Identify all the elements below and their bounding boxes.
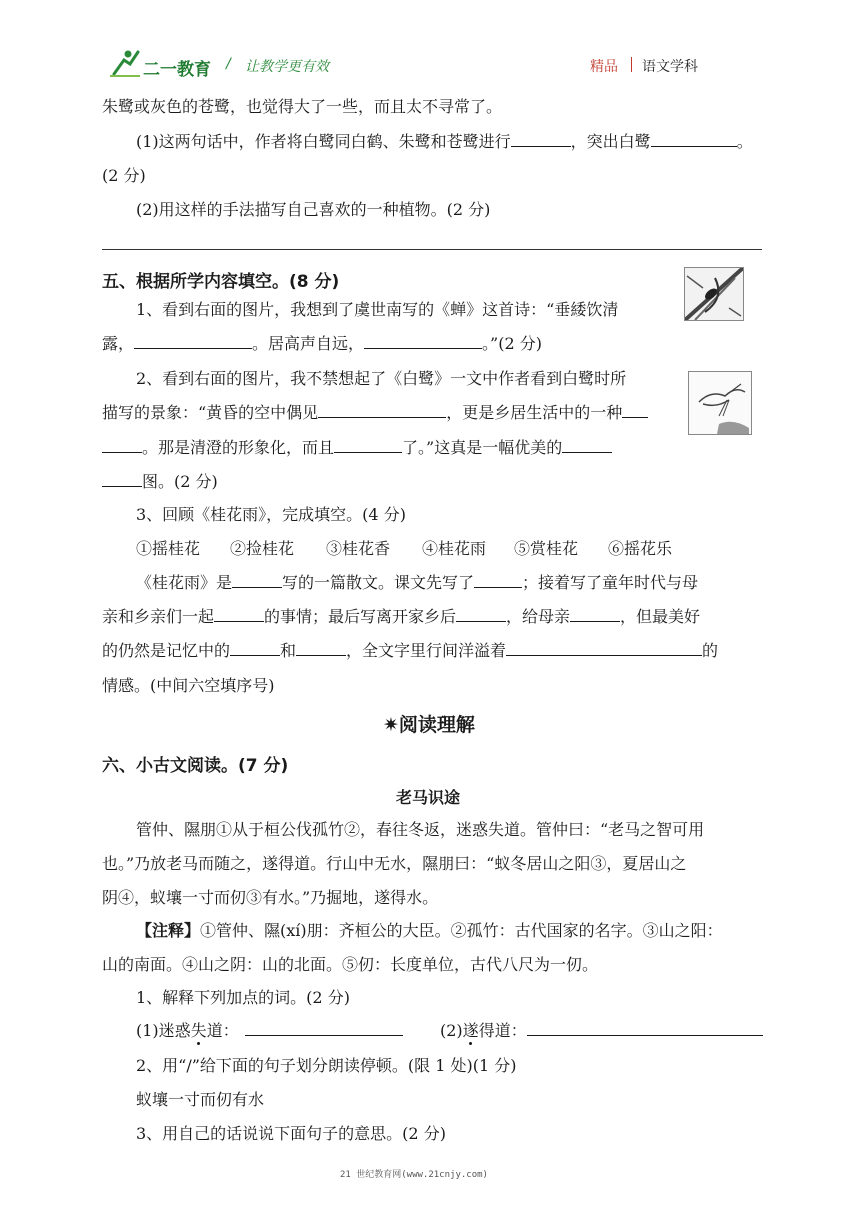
blank [364,334,482,349]
option-item: ⑥摇花乐 [608,539,673,558]
blank [570,607,620,622]
blank [562,438,612,453]
question-line: 1、解释下列加点的词。(2 分) [136,988,350,1007]
score-line: (2 分) [102,166,146,185]
question-line: 。那是清澄的形象化，而且 了。”这真是一幅优美的 [102,438,612,458]
logo-text: 二一教育 [143,60,211,80]
subject-label: 语文学科 [642,59,698,75]
slogan-separator: / [226,56,231,72]
question-line: 露， 。居高声自远， 。”(2 分) [102,334,542,353]
blank [506,641,702,656]
annotation-label: 【注释】 [136,921,201,940]
option-item: ④桂花雨 [422,539,487,558]
blank [622,403,648,418]
text-line: 朱鹭或灰色的苍鹭，也觉得大了一些，而且太不寻常了。 [102,97,503,116]
blank [232,573,282,588]
blank [456,607,506,622]
question-line: (1)迷惑失道： [136,1021,403,1041]
option-item: ⑤赏桂花 [514,539,579,558]
section-title: 五、根据所学内容填空。(8 分) [102,272,340,292]
question-line: 《桂花雨》是 写的一篇散文。课文先写了 ；接着写了童年时代与母 [136,573,699,592]
annotation-line: 山的南面。④山之阴：山的北面。⑤仞：长度单位，古代八尺为一仞。 [102,955,599,974]
blank [102,438,142,453]
cicada-image [684,267,744,321]
writing-line [102,249,762,250]
answer-blank [527,1021,763,1036]
blank [230,641,280,656]
dotted-char: 遂 [462,1021,479,1040]
question-line: (1)这两句话中，作者将白鹭同白鹤、朱鹭和苍鹭进行 ，突出白鹭 。 [136,132,753,151]
logo-icon [108,48,142,78]
badge-premium: 精品 [590,59,618,75]
question-line: 2、用“/”给下面的句子划分朗读停顿。(限 1 处)(1 分) [136,1056,517,1075]
blank [474,573,522,588]
story-paragraph: 也。”乃放老马而随之，遂得道。行山中无水，隰朋曰：“蚁冬居山之阳③，夏居山之 [102,854,687,873]
blank [511,132,571,147]
question-line: 情感。(中间六空填序号) [102,676,275,695]
blank [102,472,142,487]
option-list [136,539,672,559]
blank [214,607,264,622]
blank [651,132,737,147]
blank [318,403,446,418]
annotation-line: 【注释】①管仲、隰(xí)朋：齐桓公的大臣。②孤竹：古代国家的名字。③山之阳： [136,921,723,940]
option-item: ①摇桂花 [136,539,201,558]
story-paragraph: 阴④，蚁壤一寸而仞③有水。”乃掘地，遂得水。 [102,888,439,907]
section-title: 六、小古文阅读。(7 分) [102,756,289,776]
question-line: 2、看到右面的图片，我不禁想起了《白鹭》一文中作者看到白鹭时所 [136,369,627,388]
slogan: 让教学更有效 [245,59,329,75]
question-line: 的仍然是记忆中的 和 ，全文字里行间洋溢着 的 [102,641,719,660]
question-line: 亲和乡亲们一起 的事情；最后写离开家乡后 ，给母亲 ，但最美好 [102,607,701,626]
question-line: 描写的景象：“黄昏的空中偶见 ，更是乡居生活中的一种 [102,403,648,423]
blank [296,641,346,656]
answer-blank [245,1021,403,1036]
sentence-to-mark: 蚁壤一寸而仞有水 [136,1090,265,1109]
footer-source: 21 世纪教育网(www.21cnjy.com) [340,1170,488,1180]
header-divider [631,57,632,72]
question-line: 图。(2 分) [102,472,218,492]
story-title: 老马识途 [396,788,461,807]
option-item: ③桂花香 [326,539,391,558]
reading-section-title: ✷阅读理解 [383,714,475,736]
question-line: 3、用自己的话说说下面句子的意思。(2 分) [136,1124,446,1143]
question-line: 3、回顾《桂花雨》，完成填空。(4 分) [136,505,406,524]
question-line: 1、看到右面的图片，我想到了虞世南写的《蝉》这首诗：“垂緌饮清 [136,300,619,319]
blank [334,438,402,453]
option-item: ②捡桂花 [230,539,295,558]
egret-image [688,371,752,435]
dotted-char: 失 [190,1021,207,1040]
blank [134,334,252,349]
question-line: (2)遂得道： [440,1021,763,1041]
story-paragraph: 管仲、隰朋①从于桓公伐孤竹②，春往冬返，迷惑失道。管仲曰：“老马之智可用 [136,820,705,839]
question-line: (2)用这样的手法描写自己喜欢的一种植物。(2 分) [136,200,491,219]
